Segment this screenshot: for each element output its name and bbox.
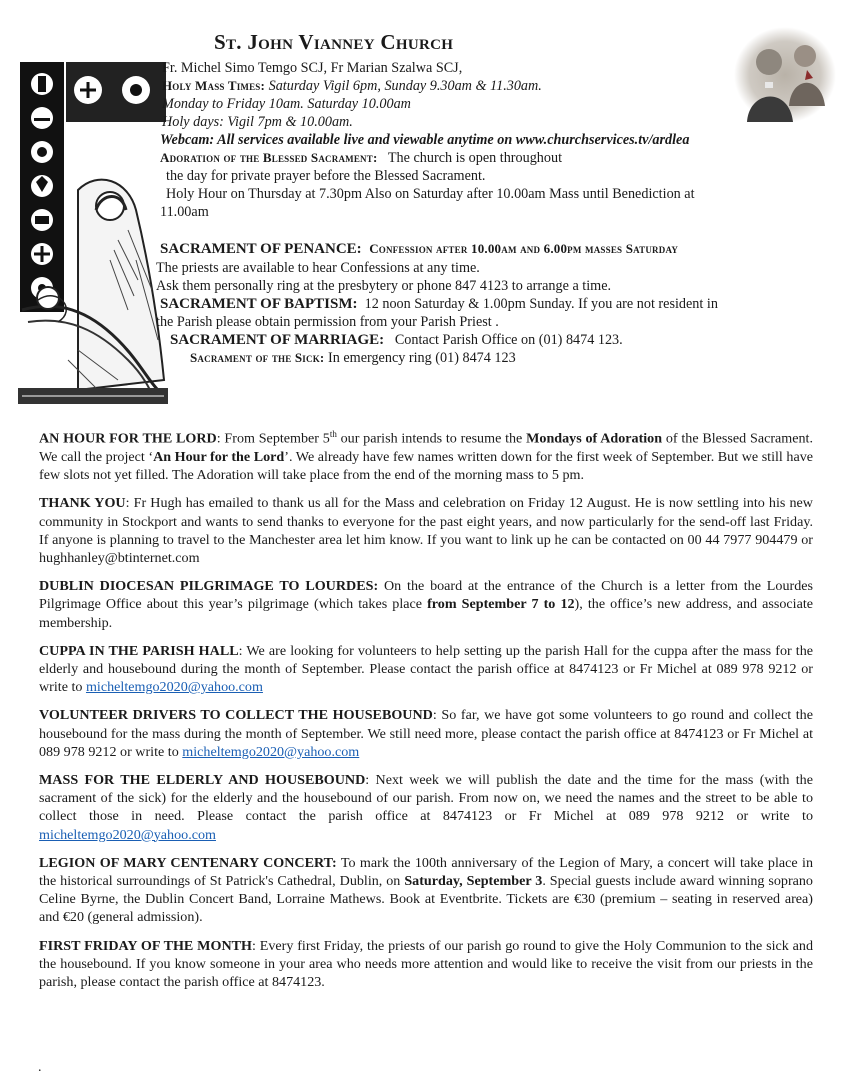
sick-text: In emergency ring (01) 8474 123 — [328, 350, 516, 366]
email-link[interactable]: micheltemgo2020@yahoo.com — [182, 743, 360, 760]
baptism-line — [160, 295, 718, 313]
notice-text: On the board at the entrance of the Church is a letter from the Lourdes Pilgrimage Office about this year’s pilgrimage (which takes place — [39, 578, 813, 613]
notice-legion-of-mary — [39, 854, 813, 927]
notice-first-friday — [39, 937, 813, 992]
notice-text: our parish intends to resume the — [336, 430, 527, 447]
penance-line-3: Ask them personally ring at the presbytery or phone 847 4123 to arrange a time. — [156, 278, 612, 294]
webcam-line — [160, 131, 689, 149]
notice-text: : Next week we will publish the date and the time for the mass (with the sacrament of the sick) for the elderly and the housebound of our parish. From now on, we need the names and the street to be able to collect those in need. Please contact the parish office at 8474123 or Fr Michel at 089 978 9212 or write to — [39, 771, 813, 825]
notice-text: : From September 5 — [216, 430, 330, 447]
portrait-photo — [733, 26, 837, 124]
priests-line: Fr. Michel Simo Temgo SCJ, Fr Marian Szalwa SCJ, — [162, 60, 463, 76]
notice-heading: FIRST FRIDAY OF THE MONTH — [39, 937, 252, 954]
penance-line-2: The priests are available to hear Confessions at any time. — [156, 260, 480, 276]
notice-heading: AN HOUR FOR THE LORD — [39, 430, 217, 447]
email-link[interactable]: micheltemgo2020@yahoo.com — [85, 679, 263, 696]
sick-line — [190, 349, 516, 367]
pieta-illustration — [18, 60, 168, 406]
notice-superscript: th — [329, 429, 337, 439]
notice-cuppa — [39, 642, 813, 697]
webcam-text: Webcam: All services available live and viewable anytime on www.churchservices.tv/ardlea — [160, 132, 690, 148]
notice-text: ’. We already have few names written down for the first week of September. But we still have few slots not yet filled. The Adoration will take place from the end of the morning mass to 5 pm. — [39, 448, 814, 484]
notice-hour-for-the-lord — [39, 425, 813, 484]
notice-heading: VOLUNTEER DRIVERS TO COLLECT THE HOUSEBOUND — [39, 707, 433, 724]
marriage-label: SACRAMENT OF MARRIAGE: — [170, 332, 385, 348]
weekday-mass-text: Monday to Friday 10am. Saturday 10.00am — [162, 96, 411, 112]
mass-times-line — [162, 77, 542, 95]
notice-text: : Every first Friday, the priests of our parish go round to give the Holy Communion to the sick and the housebound. If you know someone in your area who needs more attention and would like to receive the visit from our priests in the parish, please contact the parish office at 8474123. — [39, 937, 813, 990]
notice-heading: THANK YOU — [39, 495, 126, 512]
email-link[interactable]: micheltemgo2020@yahoo.com — [39, 826, 216, 843]
notice-emphasis: Saturday, September 3 — [404, 872, 543, 889]
notice-heading: DUBLIN DIOCESAN PILGRIMAGE TO LOURDES: — [39, 578, 379, 595]
holy-days-line — [162, 113, 353, 131]
weekday-mass-line — [162, 95, 411, 113]
notice-text: . Special guests include award winning soprano Celine Byrne, the Dublin Concert Band, Lorraine Mathews. Book at Eventbrite. Tickets are €30 (premium – seating in reserved area) and €20 (general admission). — [39, 872, 813, 926]
penance-line — [160, 240, 678, 258]
adoration-line-2: the day for private prayer before the Blessed Sacrament. — [166, 168, 486, 184]
notice-text: : Fr Hugh has emailed to thank us all for the Mass and celebration on Friday 12 August. He is now settling into his new community in Stockport and wants to send thanks to everyone for the past eight years, and now particularly for the send-off last Friday. If anyone is planning to travel to the Manchester area let him know. If you want to link up he can be contacted on 00 44 7977 904479 or hughhanley@btinternet.com — [39, 495, 813, 566]
notices-section — [39, 425, 813, 1001]
mass-times-label: Holy Mass Times: — [162, 78, 266, 93]
penance-label: SACRAMENT OF PENANCE: — [160, 241, 362, 257]
notice-text: : So far, we have got some volunteers to go round and collect the housebound for the mass during the month of September. We still need more, please contact the parish office at 8474123 or Fr Michel at 089 978 9212 or write to — [39, 707, 813, 760]
adoration-label: Adoration of the Blessed Sacrament: — [160, 150, 378, 165]
sick-label: Sacrament of the Sick: — [190, 350, 325, 365]
notice-thank-you — [39, 494, 813, 567]
holy-days-text: Holy days: Vigil 7pm & 10.00am. — [162, 114, 353, 130]
church-name: St. John Vianney Church — [214, 30, 454, 54]
notice-text: To mark the 100th anniversary of the Legion of Mary, a concert will take place in the historical surroundings of St Patrick's Cathedral, Dublin, on — [39, 854, 813, 889]
baptism-line-2: the Parish please obtain permission from your Parish Priest . — [156, 314, 499, 330]
notice-text: : We are looking for volunteers to help setting up the parish Hall for the cuppa after the mass for the elderly and housebound during the month of September. Please contact the parish office at 8474123 or Fr Michel at 089 978 9212 or write to — [39, 642, 813, 696]
adoration-line-4: 11.00am — [160, 204, 209, 220]
notice-volunteer-drivers — [39, 706, 813, 761]
notice-lourdes-pilgrimage — [39, 577, 813, 632]
footer-mark: . — [38, 1060, 42, 1075]
marriage-text: Contact Parish Office on (01) 8474 123. — [394, 332, 623, 348]
notice-emphasis: from September 7 to 12 — [427, 596, 575, 613]
penance-text: Confession after 10.00am and 6.00pm masses Saturday — [369, 241, 679, 256]
adoration-line-3: Holy Hour on Thursday at 7.30pm Also on Saturday after 10.00am Mass until Benediction at — [166, 186, 695, 202]
mass-times-text: Saturday Vigil 6pm, Sunday 9.30am & 11.30am. — [268, 78, 542, 94]
baptism-text: 12 noon Saturday & 1.00pm Sunday. If you are not resident in — [364, 296, 718, 312]
notice-text: of the Blessed Sacrament. We call the project ‘ — [39, 430, 813, 465]
notice-text: ), the office’s new address, and associate membership. — [39, 596, 814, 631]
notice-heading: LEGION OF MARY CENTENARY CONCERT: — [39, 854, 337, 871]
marriage-line — [170, 331, 623, 349]
adoration-text: The church is open throughout — [387, 150, 563, 166]
notice-emphasis: Mondays of Adoration — [526, 430, 663, 447]
adoration-line — [160, 149, 562, 167]
notice-heading: CUPPA IN THE PARISH HALL — [39, 642, 239, 659]
notice-mass-elderly — [39, 771, 813, 844]
baptism-label: SACRAMENT OF BAPTISM: — [160, 296, 358, 312]
notice-heading: MASS FOR THE ELDERLY AND HOUSEBOUND — [39, 771, 366, 788]
notice-emphasis: An Hour for the Lord — [153, 448, 285, 465]
